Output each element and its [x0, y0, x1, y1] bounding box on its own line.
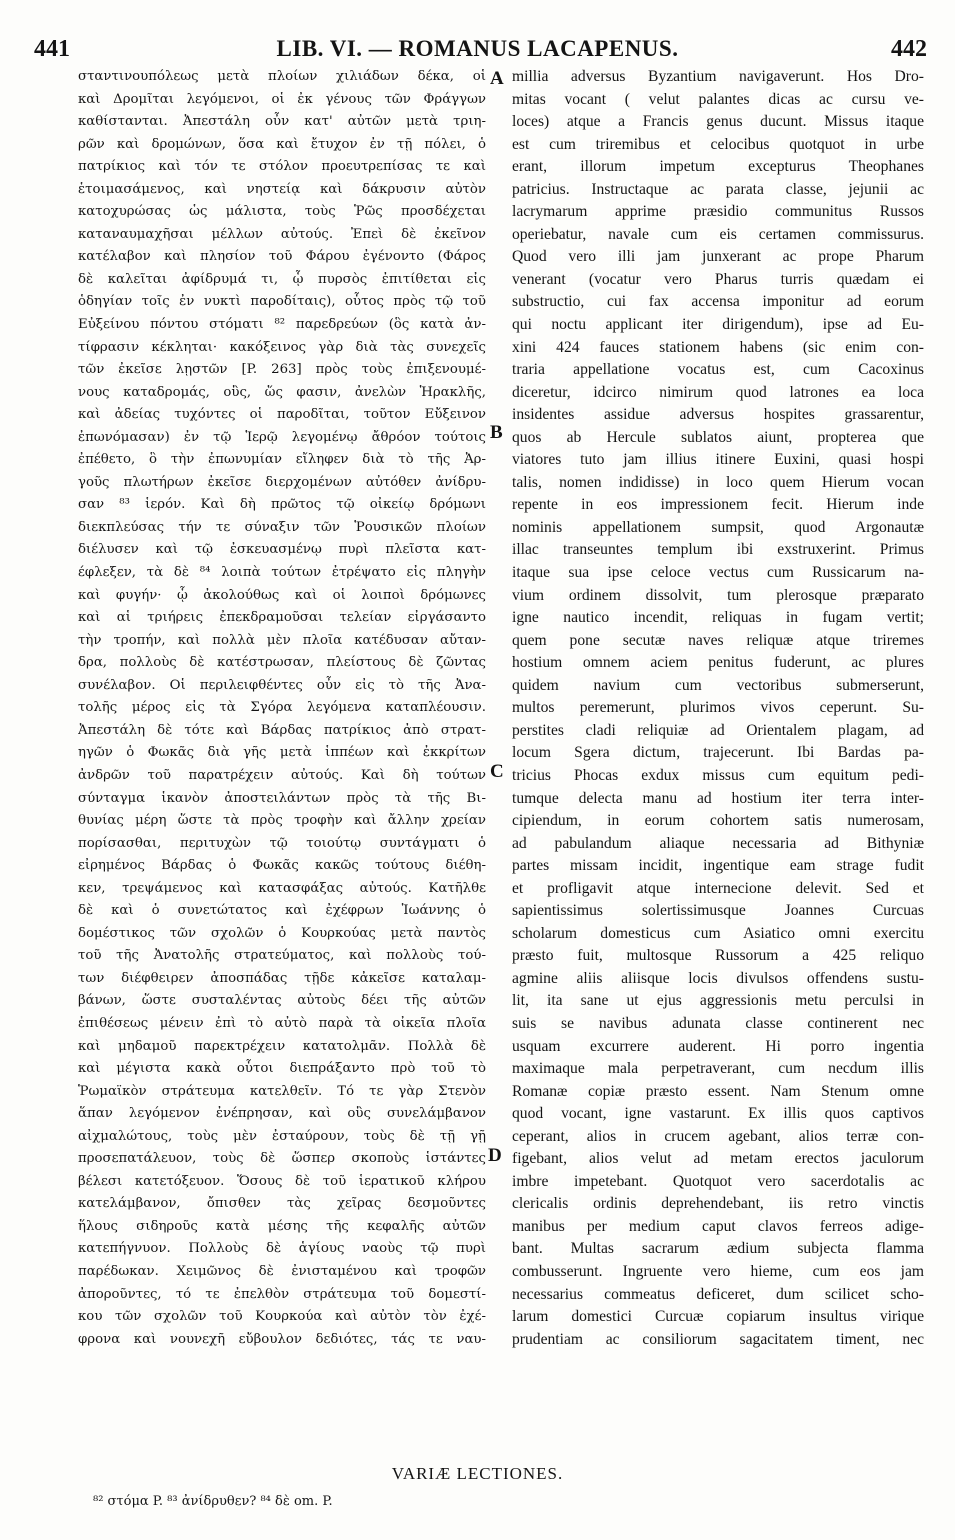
- greek-text-line: πορίσασθαι, περιτυχὼν τῷ τοιούτῳ συντάγματι ὁ: [78, 835, 486, 851]
- latin-text-line: igne nautico incendit, reliquas in fugam vertit;: [512, 609, 924, 627]
- latin-text-line: ad pabulandum aliaque necessaria ad Bithyniæ: [512, 834, 924, 852]
- greek-text-line: διέλυσεν καὶ τῷ ἐσκευασμένῳ πυρὶ πλεῖστα κατ-: [78, 542, 486, 558]
- latin-text-line: partes missam incidit, ingentique eam strage fudit: [512, 857, 924, 875]
- latin-text-line: est cum triremibus et celocibus quotquot in urbe: [512, 135, 924, 153]
- latin-text-line: larum domestici Curcuæ copiarum insultus virique: [512, 1308, 924, 1326]
- greek-text-line: εἰρημένος Βάρδας ὁ Φωκᾶς κακῶς τούτους διέθη-: [78, 858, 486, 874]
- latin-text-line: diceretur, idcirco nimirum quod latrones ea loca: [512, 383, 924, 401]
- greek-text-line: ἐπιθέσεως μένειν ἐπὶ τὸ αὐτὸ παρὰ τὰ οἰκεῖα πλοῖα: [78, 1015, 486, 1031]
- greek-text-line: βάνων, ὥστε συσταλέντας αὐτοὺς δέει τῆς αὐτῶν: [78, 993, 486, 1009]
- latin-text-line: lacrymarum apprime præsidio communitus Russos: [512, 203, 924, 221]
- greek-text-line: κου τῶν σχολῶν τοῦ Κουρκούα καὶ αὐτὸν τὸν ἐχέ-: [78, 1309, 486, 1325]
- greek-text-line: θυνίας μέρη ὥστε τὰ πρὸς τροφὴν καὶ ἄλλην χρείαν: [78, 813, 486, 829]
- latin-text-line: suis se navibus adunata classe continerent nec: [512, 1014, 924, 1032]
- latin-text-line: venerant (vocatur vero Pharus turris quædam ei: [512, 270, 924, 288]
- greek-text-line: γοῦς πλωτήρων ἐκεῖσε διερχομένων αὐτόθεν ἀνίδρυ-: [78, 474, 486, 490]
- latin-text-line: mitas vocant ( velut palantes dicas ac cursu ve-: [512, 90, 924, 108]
- greek-text-line: κατοχυρώσας ὡς μάλιστα, τοὺς Ῥῶς προσδέχεται: [78, 204, 486, 220]
- latin-text-line: patricius. Instructaque ac parata classe, jejunii ac: [512, 180, 924, 198]
- latin-text-line: necessarius commeatus deficeret, dum scilicet scho-: [512, 1285, 924, 1303]
- greek-text-line: τὴν τροπήν, καὶ πολλὰ μὲν πλοῖα κατέδυσαν αὔταν-: [78, 632, 486, 648]
- greek-text-line: τῶν ἐκεῖσε λῃστῶν [P. 263] πρὸς τοὺς ἐπιξενουμέ-: [78, 362, 486, 378]
- latin-text-line: Quod vero illi jam junxerant ac prope Pharum: [512, 248, 924, 266]
- latin-text-line: imbre impetebant. Quotquot vero sacerdotalis ac: [512, 1172, 924, 1190]
- margin-marker-b: B: [490, 422, 503, 443]
- greek-text-line: κατέλαβον καὶ πλησίον τοῦ Φάρου ἐγένοντο (Φάρος: [78, 249, 486, 265]
- greek-text-line: δὲ καὶ ὁ συνετώτατος καὶ ἐχέφρων Ἰωάννης ὁ: [78, 903, 486, 919]
- greek-text-line: καὶ μηδαμοῦ παρεκτρέχειν κατατολμᾶν. Πολλὰ δὲ: [78, 1038, 486, 1054]
- page-number-left: 441: [34, 36, 70, 62]
- latin-text-line: hostium omnem aciem penitus fuderunt, ac plures: [512, 654, 924, 672]
- latin-text-line: cipiendum, in eorum cohortem satis numerosam,: [512, 812, 924, 830]
- greek-text-line: καταναυμαχῆσαι μέλλων αὐτούς. Ἐπεὶ δὲ ἐκεῖνον: [78, 226, 486, 242]
- greek-text-line: ἅπαν λεγόμενον ἐνέπρησαν, καὶ οὓς συνελάμβανον: [78, 1106, 486, 1122]
- greek-text-line: σαν ⁸³ ἱερόν. Καὶ δὴ πρῶτος τῷ οἰκείῳ δρόμωνι: [78, 497, 486, 513]
- greek-text-line: καὶ ἀδείας τυχόντες οἱ παροδῖται, τοῦτον Εὔξεινον: [78, 407, 486, 423]
- greek-text-line: καὶ μέγιστα κακὰ οὗτοι διεπράξαντο πρὸ τοῦ τὸ: [78, 1061, 486, 1077]
- latin-text-line: itaque sua ipse celoce vectus cum Russicarum na-: [512, 564, 924, 582]
- greek-text-line: διεκπλεύσας τήν τε σύναξιν τῶν Ῥουσικῶν πλοίων: [78, 519, 486, 535]
- latin-text-line: quidem navium cum vectoribus submerserunt,: [512, 676, 924, 694]
- greek-text-line: καὶ φυγήν· ᾧ ἀκολούθως καὶ οἱ λοιποὶ δρόμωνες: [78, 587, 486, 603]
- greek-text-line: νους καταδρομάς, οὓς, ὥς φασιν, ἀνελὼν Ἡρακλῆς,: [78, 384, 486, 400]
- latin-text-line: qui noctu applicant iter dirigendum), ipse ad Eu-: [512, 316, 924, 334]
- greek-text-line: φρονα καὶ νουνεχῆ εὔβουλον δεδιότες, τάς τε ναυ-: [78, 1331, 486, 1347]
- latin-text-line: combusserunt. Ingruente vero hieme, cum eos jam: [512, 1262, 924, 1280]
- greek-text-line: ἀνδρῶν τοῦ παρατρέχειν αὐτούς. Καὶ δὴ τούτων: [78, 767, 486, 783]
- latin-text-line: illac transeuntes templum ibi exstruxerint. Primus: [512, 541, 924, 559]
- greek-text-line: τίφρασιν κέκληται· κακόξεινος γὰρ διὰ τὰς συνεχεῖς: [78, 339, 486, 355]
- greek-text-line: έφλεξεν, τὰ δὲ ⁸⁴ λοιπὰ τούτων ἐτρέψατο εἰς πληγὴν: [78, 565, 486, 581]
- running-header-title: LIB. VI. — ROMANUS LACAPENUS.: [276, 36, 679, 61]
- latin-text-line: erant, illorum impetum excepturus Theophanes: [512, 158, 924, 176]
- latin-text-line: quod vocant, igne vastarunt. Ex illis quos captivos: [512, 1105, 924, 1123]
- greek-text-line: πατρίκιος καὶ τόν τε στόλον προευτρεπίσας τε καὶ: [78, 159, 486, 175]
- greek-text-line: δομέστικος τῶν σχολῶν ὁ Κουρκούας μετὰ παντὸς: [78, 925, 486, 941]
- variae-lectiones-heading: VARIÆ LECTIONES.: [391, 1464, 564, 1483]
- greek-text-line: ἐπωνόμασαν) ἐν τῷ Ἱερῷ λεγομένῳ ἄθρόον τούτοις: [78, 429, 486, 445]
- latin-text-line: talis, nomen indidisse) in loco quem Hierum vocan: [512, 473, 924, 491]
- latin-text-line: prudentiam ac consiliorum sagacitatem timent, nec: [512, 1330, 924, 1348]
- latin-text-line: figebant, alios velut ad metam erectos jaculorum: [512, 1150, 924, 1168]
- latin-text-line: scholarum domesticus cum Asiatico omni exercitu: [512, 924, 924, 942]
- latin-text-line: insidentes assidue adversus hospites grassarentur,: [512, 406, 924, 424]
- greek-text-column: [78, 66, 486, 1351]
- latin-text-line: usquam excurrere auderent. Hi porro ingentia: [512, 1037, 924, 1055]
- greek-text-line: ὁδηγίαν τοῖς ἐν νυκτὶ παροδίταις), οὗτος πρὸς τῷ τοῦ: [78, 294, 486, 310]
- latin-text-line: operiebatur, navale cum eis certamen commissurus.: [512, 225, 924, 243]
- greek-text-line: σταντινουπόλεως μετὰ πλοίων χιλιάδων δέκα, οἱ: [78, 69, 486, 84]
- latin-text-line: viatores tuto jam illius itinere Euxini, quasi hospi: [512, 451, 924, 469]
- greek-text-line: τολῆς μέρος εἰς τὰ Σγόρα λεγόμενα καταπλέουσιν.: [78, 700, 486, 716]
- latin-text-line: repente in eos impressionem fecit. Hierum inde: [512, 496, 924, 514]
- latin-text-line: lit, ita sane ut ejus aggressionis metu perculsi in: [512, 992, 924, 1010]
- greek-text-line: κατελάμβανον, ὄπισθεν τὰς χεῖρας δεσμοῦντες: [78, 1196, 486, 1212]
- latin-text-line: Romanæ copiæ præsto essent. Nam Stenum omne: [512, 1082, 924, 1100]
- greek-text-line: συνέλαβον. Οἱ περιλειφθέντες οὖν εἰς τὸ τῆς Ἀνα-: [78, 677, 486, 693]
- greek-text-line: ηγῶν ὁ Φωκᾶς διὰ γῆς μετὰ ἱππέων καὶ ἐκκρίτων: [78, 745, 486, 761]
- greek-text-line: ρῶν καὶ δρομώνων, ὅσα καὶ ἔτυχον ἐν τῇ πόλει, ὁ: [78, 136, 486, 152]
- latin-text-line: loces) atque a Francis genus ducunt. Missus itaque: [512, 113, 924, 131]
- greek-text-line: Εὐξείνου πόντου στόματι ⁸² παρεδρεύων (ὃς κατὰ ἀν-: [78, 317, 486, 333]
- footnotes: ⁸² στόμα P. ⁸³ ἀνίδρυθεν? ⁸⁴ δὲ om. P.: [93, 1494, 333, 1509]
- latin-text-line: perstites cladi reliquiæ ad Orientalem plagam, ad: [512, 721, 924, 739]
- latin-text-line: tumque delecta manu ad hostium iter terra inter-: [512, 789, 924, 807]
- latin-text-line: millia adversus Byzantium navigaverunt. Hos Dro-: [512, 68, 924, 85]
- latin-text-line: traria appellatione vocatus est, cum Cacoxinus: [512, 361, 924, 379]
- page-number-right: 442: [891, 36, 927, 62]
- latin-text-line: xini 424 fauces stationem habens (sic enim con-: [512, 338, 924, 356]
- latin-text-line: manibus per medium caput clavos ferreos adige-: [512, 1217, 924, 1235]
- greek-text-line: ἥλους σιδηροῦς κατὰ μέσης τῆς κεφαλῆς αὐτῶν: [78, 1218, 486, 1234]
- greek-text-line: δρα, πολλοὺς δὲ κατέστρωσαν, πλείστους δὲ ζῶντας: [78, 655, 486, 671]
- latin-text-line: quos ab Hercule sublatos aiunt, propterea que: [512, 428, 924, 446]
- latin-text-line: clericalis ordinis deprehendebant, iis retro vinctis: [512, 1195, 924, 1213]
- greek-text-line: καὶ αἱ τριήρεις ἐπεκδραμοῦσαι τελείαν εἰργάσαντο: [78, 610, 486, 626]
- latin-text-line: tricius Phocas exdux missus cum equitum pedi-: [512, 766, 924, 784]
- latin-text-line: agmine aliis aliisque locis divulsos offendens sustu-: [512, 969, 924, 987]
- latin-text-line: nominis appellationem sumpsit, quod Argonautæ: [512, 518, 924, 536]
- latin-text-line: maximaque mala perpetraverant, cum necdum illis: [512, 1060, 924, 1078]
- greek-text-line: ἀποροῦντες, τό τε ἐπελθὸν στράτευμα τοῦ δομεστί-: [78, 1286, 486, 1302]
- greek-text-line: Ῥωμαϊκὸν στράτευμα κατελθεῖν. Τό τε γὰρ Στενὸν: [78, 1083, 486, 1099]
- greek-text-line: προσεπατάλευον, τοὺς δὲ ὥσπερ σκοποὺς ἱστάντες: [78, 1151, 486, 1167]
- greek-text-line: σύνταγμα ἱκανὸν ἀποστειλάντων πρὸς τὰ τῆς Βι-: [78, 790, 486, 806]
- latin-text-line: locum Sgera dictum, trajecerunt. Ibi Bardas pa-: [512, 744, 924, 762]
- greek-text-line: παρέδωκαν. Χειμῶνος δὲ ἐνισταμένου καὶ τροφῶν: [78, 1263, 486, 1279]
- greek-text-line: ἑτοιμασάμενος, καὶ νηστείᾳ καὶ δάκρυσιν αὐτὸν: [78, 181, 486, 197]
- greek-text-line: Ἀπεστάλη δὲ τότε καὶ Βάρδας πατρίκιος ἀπὸ στρατ-: [78, 722, 486, 738]
- latin-text-line: præsto fuit, multosque Russorum a 425 reliquo: [512, 947, 924, 965]
- greek-text-line: αἰχμαλώτους, τοὺς μὲν ἐσταύρουν, τοὺς δὲ τῇ γῇ: [78, 1128, 486, 1144]
- greek-text-line: δὲ καλεῖται ἀφίδρυμά τι, ᾧ πυρσὸς ἐπιτίθεται εἰς: [78, 271, 486, 287]
- greek-text-line: καθίστανται. Ἀπεστάλη οὖν κατ' αὐτῶν μετὰ τριη-: [78, 114, 486, 130]
- margin-marker-d: D: [488, 1145, 502, 1166]
- greek-text-line: ἐπέθετο, ὃ τὴν ἐπωνυμίαν εἴληφεν διὰ τὸ τῆς Ἀρ-: [78, 452, 486, 468]
- latin-text-line: quem pone secutæ naves reliquæ atque triremes: [512, 631, 924, 649]
- latin-text-line: bant. Multas sacrarum ædium subjecta flamma: [512, 1240, 924, 1258]
- latin-text-line: substructio, cui fax accensa imponitur ad eorum: [512, 293, 924, 311]
- margin-marker-c: C: [490, 761, 504, 782]
- margin-marker-a: A: [490, 68, 504, 89]
- latin-text-line: vium ordinem dissolvit, tum plerosque præparato: [512, 586, 924, 604]
- latin-text-line: ceperant, alios in crucem agebant, alios terræ con-: [512, 1127, 924, 1145]
- greek-text-line: των διέφθειρεν ἀποσπάδας τῇδε κἀκεῖσε καταλαμ-: [78, 970, 486, 986]
- greek-text-line: κατεπήγνυον. Πολλοὺς δὲ ἁγίους ναοὺς τῷ πυρὶ: [78, 1241, 486, 1257]
- latin-text-column: [512, 66, 924, 1351]
- latin-text-line: et profligavit atque internecione delevit. Sed et: [512, 879, 924, 897]
- latin-text-line: sapientissimus solertissimusque Joannes Curcuas: [512, 902, 924, 920]
- latin-text-line: multos peremerunt, plurimos vivos ceperunt. Su-: [512, 699, 924, 717]
- greek-text-line: κεν, τρεψάμενος καὶ κατασφάξας αὐτούς. Κατῆλθε: [78, 880, 486, 896]
- greek-text-line: τοῦ τῆς Ἀνατολῆς στρατεύματος, καὶ πολλοὺς τού-: [78, 948, 486, 964]
- greek-text-line: βέλεσι κατετόξευον. Ὅσους δὲ τοῦ ἱερατικοῦ κλήρου: [78, 1173, 486, 1189]
- greek-text-line: καὶ Δρομῖται λεγόμενοι, οἱ ἐκ γένους τῶν Φράγγων: [78, 91, 486, 107]
